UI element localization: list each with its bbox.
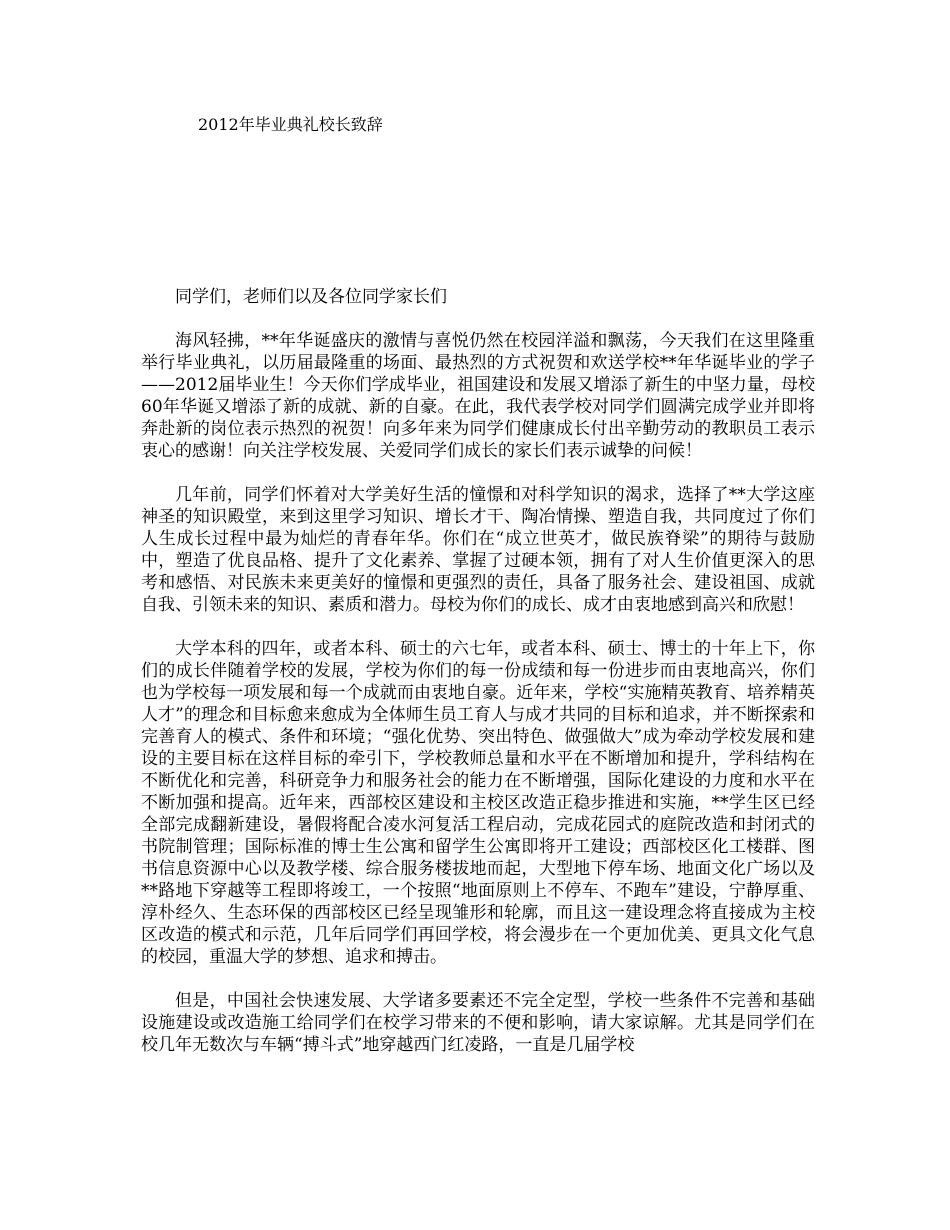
salutation-paragraph: 同学们，老师们以及各位同学家长们 (175, 287, 447, 307)
body-paragraph: 但是，中国社会快速发展、大学诸多要素还不完全定型，学校一些条件不完善和基础设施建设或改造施工给同学们在校学习带来的不便和影响，请大家谅解。尤其是同学们在校几年无数次与车辆“搏斗式”地穿越西门红凌路，一直是几届学校 (141, 991, 815, 1055)
document-body (141, 286, 815, 1078)
body-paragraph: 海风轻拂，**年华诞盛庆的激情与喜悦仍然在校园洋溢和飘荡，今天我们在这里隆重举行毕业典礼，以历届最隆重的场面、最热烈的方式祝贺和欢送学校**年华诞毕业的学子——2012届毕业生！今天你们学成毕业，祖国建设和发展又增添了新生的中坚力量，母校60年华诞又增添了新的成就、新的自豪。在此，我代表学校对同学们圆满完成学业并即将奔赴新的岗位表示热烈的祝贺！向多年来为同学们健康成长付出辛勤劳动的教职员工表示衷心的感谢！向关注学校发展、关爱同学们成长的家长们表示诚挚的问候！ (141, 331, 815, 461)
body-paragraph: 几年前，同学们怀着对大学美好生活的憧憬和对科学知识的渴求，选择了**大学这座神圣的知识殿堂，来到这里学习知识、增长才干、陶冶情操、塑造自我，共同度过了你们人生成长过程中最为灿烂的青春年华。你们在“成立世英才，做民族脊梁”的期待与鼓励中，塑造了优良品格、提升了文化素养、掌握了过硬本领，拥有了对人生价值更深入的思考和感悟、对民族未来更美好的憧憬和更强烈的责任，具备了服务社会、建设祖国、成就自我、引领未来的知识、素质和潜力。母校为你们的成长、成才由衷地感到高兴和欣慰！ (141, 485, 815, 615)
document-title: 2012年毕业典礼校长致辞 (198, 115, 383, 134)
body-paragraph: 大学本科的四年，或者本科、硕士的六七年，或者本科、硕士、博士的十年上下，你们的成长伴随着学校的发展，学校为你们的每一份成绩和每一份进步而由衷地高兴，你们也为学校每一项发展和每一个成就而由衷地自豪。近年来，学校“实施精英教育、培养精英人才”的理念和目标愈来愈成为全体师生员工育人与成才共同的目标和追求，并不断探索和完善育人的模式、条件和环境；“强化优势、突出特色、做强做大”成为牵动学校发展和建设的主要目标在这样目标的牵引下，学校教师总量和水平在不断增加和提升，学科结构在不断优化和完善，科研竞争力和服务社会的能力在不断增强，国际化建设的力度和水平在不断加强和提高。近年来，西部校区建设和主校区改造正稳步推进和实施，**学生区已经全部完成翻新建设，暑假将配合凌水河复活工程启动，完成花园式的庭院改造和封闭式的书院制管理；国际标准的博士生公寓和留学生公寓即将开工建设；西部校区化工楼群、图书信息资源中心以及教学楼、综合服务楼拔地而起，大型地下停车场、地面文化广场以及**路地下穿越等工程即将竣工，一个按照“地面原则上不停车、不跑车”建设，宁静厚重、淳朴经久、生态环保的西部校区已经呈现雏形和轮廓，而且这一建设理念将直接成为主校区改造的模式和示范，几年后同学们再回学校，将会漫步在一个更加优美、更具文化气息的校园，重温大学的梦想、追求和搏击。 (141, 639, 815, 967)
